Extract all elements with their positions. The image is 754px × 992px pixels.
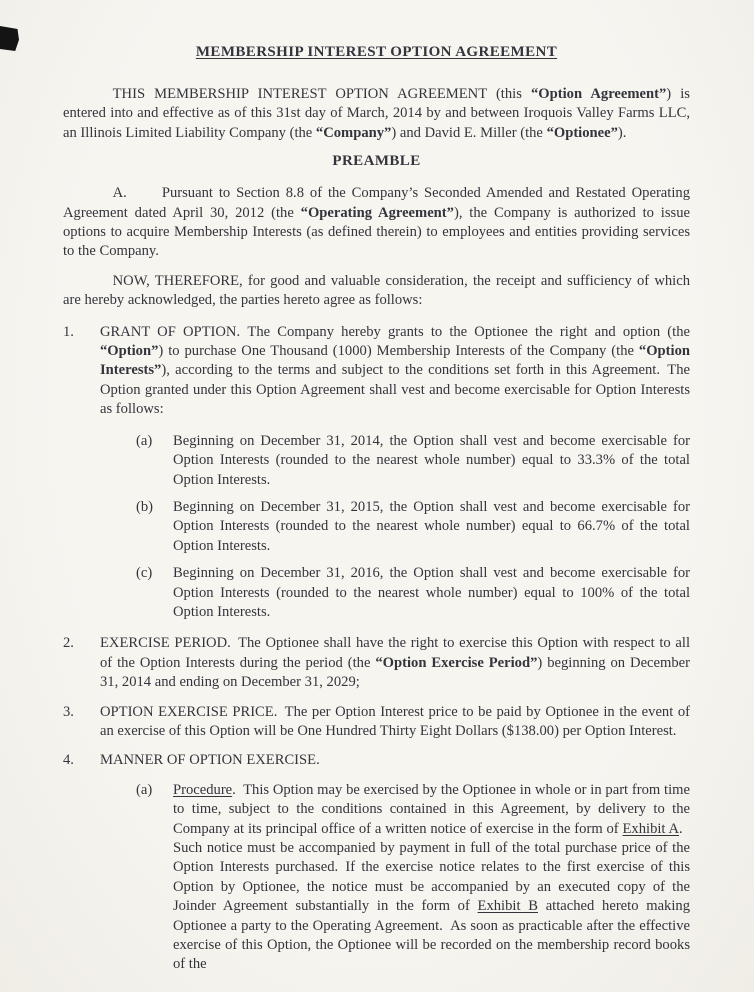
preamble-heading: PREAMBLE (332, 153, 421, 170)
subsection-1a (136, 432, 690, 490)
subsection-label: (a) (136, 781, 153, 798)
paragraph-recital-a: A. Pursuant to Section 8.8 of the Company’s Seconded Amended and Restated Operating Agreement dated April 30, 2012 (the “Operating Agreement”), the Company is authorized to issue options to acquire Membership Interests (as defined therein) to employees and entities providing services to the Company. (63, 185, 690, 260)
section-1-grant-of-option (63, 323, 690, 420)
subsection-1c (136, 564, 690, 622)
subsection-text: Beginning on December 31, 2015, the Option shall vest and become exercisable for Option Interests (rounded to the nearest whole number) equal to 66.7% of the total Option Interests. (173, 498, 690, 554)
section-3-option-exercise-price (63, 703, 690, 742)
scan-artifact-blot (0, 26, 19, 51)
paragraph-intro: THIS MEMBERSHIP INTEREST OPTION AGREEMENT (this “Option Agreement”) is entered into and effective as of this 31st day of March, 2014 by and between Iroquois Valley Farms LLC, an Illinois Limited Liability Company (the “Company”) and David E. Miller (the “Optionee”). (63, 86, 690, 141)
paragraph-now-therefore: NOW, THEREFORE, for good and valuable consideration, the receipt and sufficiency of which are hereby acknowledged, the parties hereto agree as follows: (63, 272, 690, 309)
section-text: OPTION EXERCISE PRICE. The per Option Interest price to be paid by Optionee in the event of an exercise of this Option will be One Hundred Thirty Eight Dollars ($138.00) per Option Interest. (100, 703, 690, 739)
section-number: 2. (63, 635, 74, 652)
subsection-label: (a) (136, 432, 153, 449)
subsection-label: (b) (136, 498, 154, 515)
subsection-text: Beginning on December 31, 2014, the Option shall vest and become exercisable for Option Interests (rounded to the nearest whole number) equal to 33.3% of the total Option Interests. (173, 432, 690, 488)
subsection-text: Beginning on December 31, 2016, the Option shall vest and become exercisable for Option Interests (rounded to the nearest whole number) equal to 100% of the total Option Interests. (173, 565, 690, 620)
subsection-label: (c) (136, 565, 153, 582)
subsection-text: Procedure. This Option may be exercised by the Optionee in whole or in part from time to time, subject to the conditions contained in this Agreement, by delivery to the Company at its principal office of a written notice of exercise in the form of Exhibit A. Such notice must be accompanied by payment in full of the total purchase price of the Option Interests purchased. If the exercise notice relates to the first exercise of this Option by Optionee, the notice must be accompanied by an executed copy of the Joinder Agreement substantially in the form of Exhibit B attached hereto making Optionee a party to the Operating Agreement. As soon as practicable after the effective exercise of this Option, the Optionee will be recorded on the membership record books of the (173, 781, 691, 973)
section-4-manner-of-option-exercise (63, 751, 690, 770)
section-text: GRANT OF OPTION. The Company hereby grants to the Optionee the right and option (the “Option”) to purchase One Thousand (1000) Membership Interests of the Company (the “Option Interests”), according to the terms and subject to the conditions set forth in this Agreement. The Option granted under this Option Agreement shall vest and become exercisable for Option Interests as follows: (100, 323, 690, 418)
document-title: MEMBERSHIP INTEREST OPTION AGREEMENT (195, 44, 558, 60)
subsection-4a-procedure (136, 781, 691, 975)
section-2-exercise-period (63, 634, 690, 692)
section-number: 4. (63, 752, 74, 769)
section-number: 1. (63, 323, 74, 340)
subsection-1b (136, 498, 690, 556)
section-text: MANNER OF OPTION EXERCISE. (100, 752, 320, 769)
section-number: 3. (63, 703, 74, 720)
section-text: EXERCISE PERIOD. The Optionee shall have the right to exercise this Option with respect to all of the Option Interests during the period (the “Option Exercise Period”) beginning on December 31, 2014 and ending on December 31, 2029; (100, 635, 690, 691)
